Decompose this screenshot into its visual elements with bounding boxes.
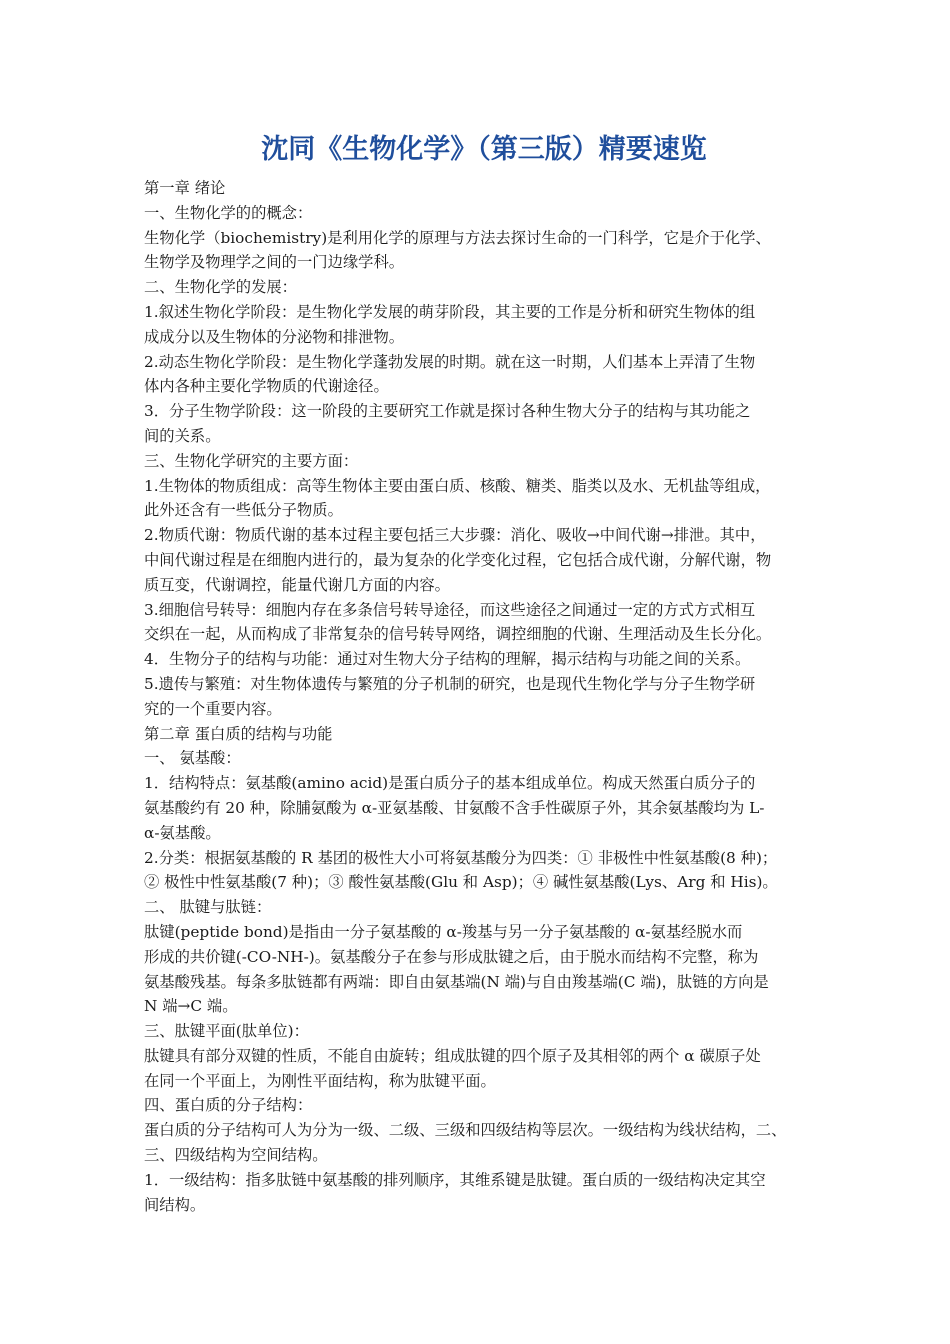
text-line: 1．一级结构：指多肽链中氨基酸的排列顺序，其维系键是肽键。蛋白质的一级结构决定其空 <box>144 1170 766 1189</box>
text-line: 中间代谢过程是在细胞内进行的，最为复杂的化学变化过程，它包括合成代谢，分解代谢，物 <box>144 550 772 569</box>
document-page <box>144 124 824 1217</box>
text-line: 一、 氨基酸： <box>144 749 241 768</box>
text-line: 交织在一起，从而构成了非常复杂的信号转导网络，调控细胞的代谢、生理活动及生长分化。 <box>144 625 772 644</box>
text-line: 四、蛋白质的分子结构： <box>144 1096 313 1115</box>
text-line: 1．结构特点：氨基酸(amino acid)是蛋白质分子的基本组成单位。构成天然蛋白质分子的 <box>144 774 756 793</box>
text-line: 体内各种主要化学物质的代谢途径。 <box>144 377 389 396</box>
text-line: 2.物质代谢：物质代谢的基本过程主要包括三大步骤：消化、吸收→中间代谢→排泄。其中， <box>144 526 766 545</box>
text-line: 三、四级结构为空间结构。 <box>144 1146 328 1165</box>
text-line: 间的关系。 <box>144 426 221 445</box>
text-line: 3.细胞信号转导：细胞内存在多条信号转导途径，而这些途径之间通过一定的方式方式相互 <box>144 600 756 619</box>
text-line: 肽键(peptide bond)是指由一分子氨基酸的 α-羧基与另一分子氨基酸的 α-氨基经脱水而 <box>144 922 743 941</box>
text-line: 2.动态生物化学阶段：是生物化学蓬勃发展的时期。就在这一时期，人们基本上弄清了生物 <box>144 352 756 371</box>
document-title: 沈同《生物化学》（第三版）精要速览 <box>261 134 707 165</box>
text-line: 1.生物体的物质组成：高等生物体主要由蛋白质、核酸、糖类、脂类以及水、无机盐等组成， <box>144 476 771 495</box>
text-line: 一、生物化学的的概念： <box>144 203 313 222</box>
document-body <box>144 176 824 1217</box>
text-line: N 端→C 端。 <box>144 997 238 1016</box>
text-line: 间结构。 <box>144 1195 206 1214</box>
text-line: 2.分类：根据氨基酸的 R 基团的极性大小可将氨基酸分为四类：① 非极性中性氨基酸(8 种)； <box>144 848 778 867</box>
text-line: 3．分子生物学阶段：这一阶段的主要研究工作就是探讨各种生物大分子的结构与其功能之 <box>144 402 751 421</box>
text-line: 二、 肽键与肽链： <box>144 898 272 917</box>
text-line: ② 极性中性氨基酸(7 种)；③ 酸性氨基酸(Glu 和 Asp)；④ 碱性氨基酸(Lys、Arg 和 His)。 <box>144 873 778 892</box>
text-line: 在同一个平面上，为刚性平面结构，称为肽键平面。 <box>144 1071 496 1090</box>
text-line: 5.遗传与繁殖：对生物体遗传与繁殖的分子机制的研究，也是现代生物化学与分子生物学研 <box>144 674 756 693</box>
text-line: 生物学及物理学之间的一门边缘学科。 <box>144 253 405 272</box>
text-line: 成成分以及生物体的分泌物和排泄物。 <box>144 327 405 346</box>
text-line: 质互变，代谢调控，能量代谢几方面的内容。 <box>144 575 450 594</box>
text-line: 三、肽键平面(肽单位)： <box>144 1022 309 1041</box>
text-line: 此外还含有一些低分子物质。 <box>144 501 343 520</box>
text-line: 形成的共价键(-CO-NH-)。氨基酸分子在参与形成肽键之后，由于脱水而结构不完整，称为 <box>144 947 759 966</box>
text-line: 生物化学（biochemistry)是利用化学的原理与方法去探讨生命的一门科学，它是介于化学、 <box>144 228 771 247</box>
text-line: 三、生物化学研究的主要方面： <box>144 451 359 470</box>
text-line: 第二章 蛋白质的结构与功能 <box>144 724 333 743</box>
text-line: 究的一个重要内容。 <box>144 699 282 718</box>
text-line: 肽键具有部分双键的性质，不能自由旋转；组成肽键的四个原子及其相邻的两个 α 碳原子处 <box>144 1046 761 1065</box>
text-line: 氨基酸残基。每条多肽链都有两端：即自由氨基端(N 端)与自由羧基端(C 端)，肽链的方向是 <box>144 972 769 991</box>
text-line: 4．生物分子的结构与功能：通过对生物大分子结构的理解，揭示结构与功能之间的关系。 <box>144 650 751 669</box>
text-line: 二、生物化学的发展： <box>144 278 297 297</box>
text-line: 蛋白质的分子结构可人为分为一级、二级、三级和四级结构等层次。一级结构为线状结构，二、 <box>144 1121 787 1140</box>
text-line: α-氨基酸。 <box>144 823 221 842</box>
text-line: 氨基酸约有 20 种，除脯氨酸为 α-亚氨基酸、甘氨酸不含手性碳原子外，其余氨基酸均为 L- <box>144 798 765 817</box>
text-line: 1.叙述生物化学阶段：是生物化学发展的萌芽阶段，其主要的工作是分析和研究生物体的组 <box>144 302 756 321</box>
text-line: 第一章 绪论 <box>144 179 226 197</box>
